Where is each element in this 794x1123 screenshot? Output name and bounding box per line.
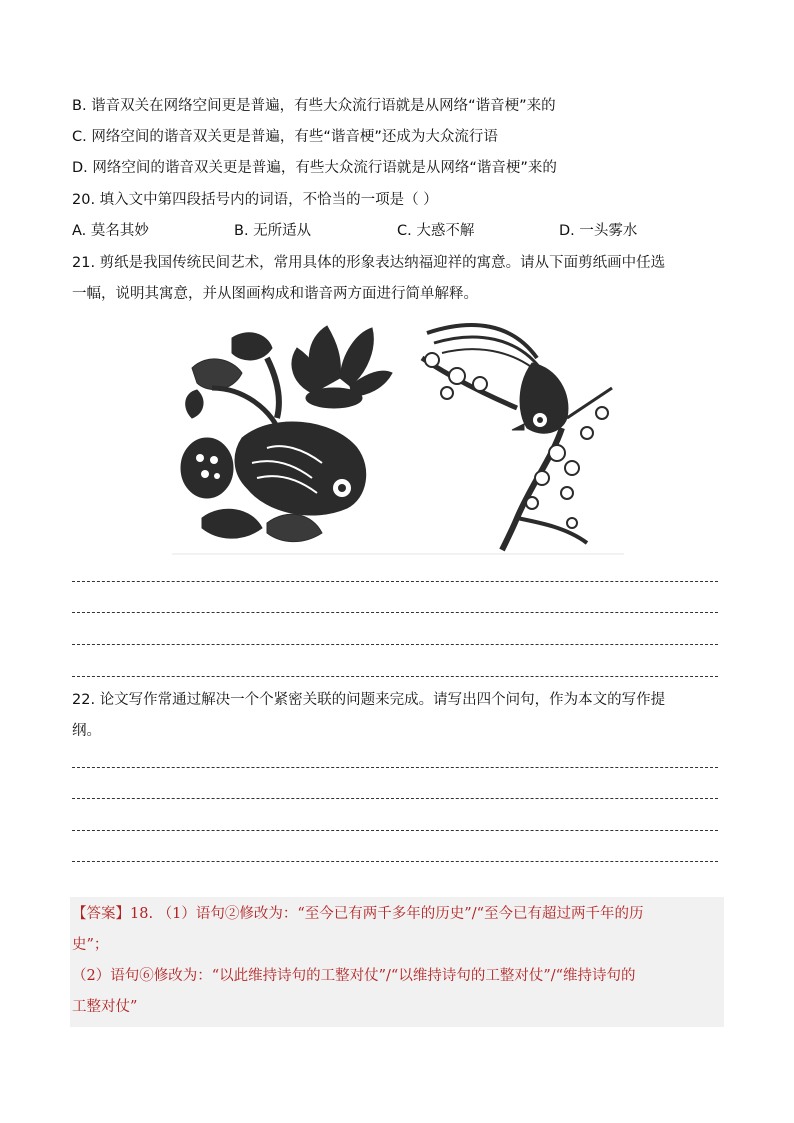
answer-line1: 【答案】18. （1）语句②修改为：“至今已有两千多年的历史”/“至今已有超过两千年的历	[72, 906, 644, 922]
q20-option-b: B. 无所适从	[234, 223, 312, 239]
question-22-line1: 22. 论文写作常通过解决一个个紧密关联的问题来完成。请写出四个问句，作为本文的写作提	[72, 692, 666, 708]
q20-option-a: A. 莫名其妙	[72, 223, 149, 239]
question-22-line2: 纲。	[72, 723, 101, 739]
magpie-plum-papercut	[422, 325, 612, 550]
lotus-fish-papercut	[181, 326, 392, 542]
answer-line-22-1[interactable]	[72, 767, 718, 768]
question-20: 20. 填入文中第四段括号内的词语，不恰当的一项是（ ）	[72, 192, 438, 208]
question-21-line2: 一幅，说明其寓意，并从图画构成和谐音两方面进行简单解释。	[72, 286, 478, 302]
option-b-text: B. 谐音双关在网络空间更是普遍，有些大众流行语就是从网络“谐音梗”来的	[72, 98, 556, 114]
answer-line-21-1[interactable]	[72, 581, 718, 582]
answer-line-21-3[interactable]	[72, 644, 718, 645]
answer-line-22-2[interactable]	[72, 798, 718, 799]
answer-line4: 工整对仗”	[72, 999, 138, 1015]
answer-line-22-3[interactable]	[72, 830, 718, 831]
answer-line3: （2）语句⑥修改为：“以此维持诗句的工整对仗”/“以维持诗句的工整对仗”/“维持诗句的	[72, 968, 636, 984]
q20-option-d: D. 一头雾水	[559, 223, 638, 239]
answer-line-21-4[interactable]	[72, 676, 718, 677]
paper-cut-figure	[172, 318, 624, 555]
paper-cut-images	[172, 318, 624, 555]
q20-option-c: C. 大惑不解	[397, 223, 475, 239]
option-c-text: C. 网络空间的谐音双关更是普遍，有些“谐音梗”还成为大众流行语	[72, 129, 498, 145]
answer-line2: 史”；	[72, 937, 109, 953]
question-21-line1: 21. 剪纸是我国传统民间艺术，常用具体的形象表达纳福迎祥的寓意。请从下面剪纸画中任选	[72, 255, 666, 271]
answer-line-21-2[interactable]	[72, 612, 718, 613]
option-d-text: D. 网络空间的谐音双关更是普遍，有些大众流行语就是从网络“谐音梗”来的	[72, 160, 557, 176]
answer-line-22-4[interactable]	[72, 861, 718, 862]
